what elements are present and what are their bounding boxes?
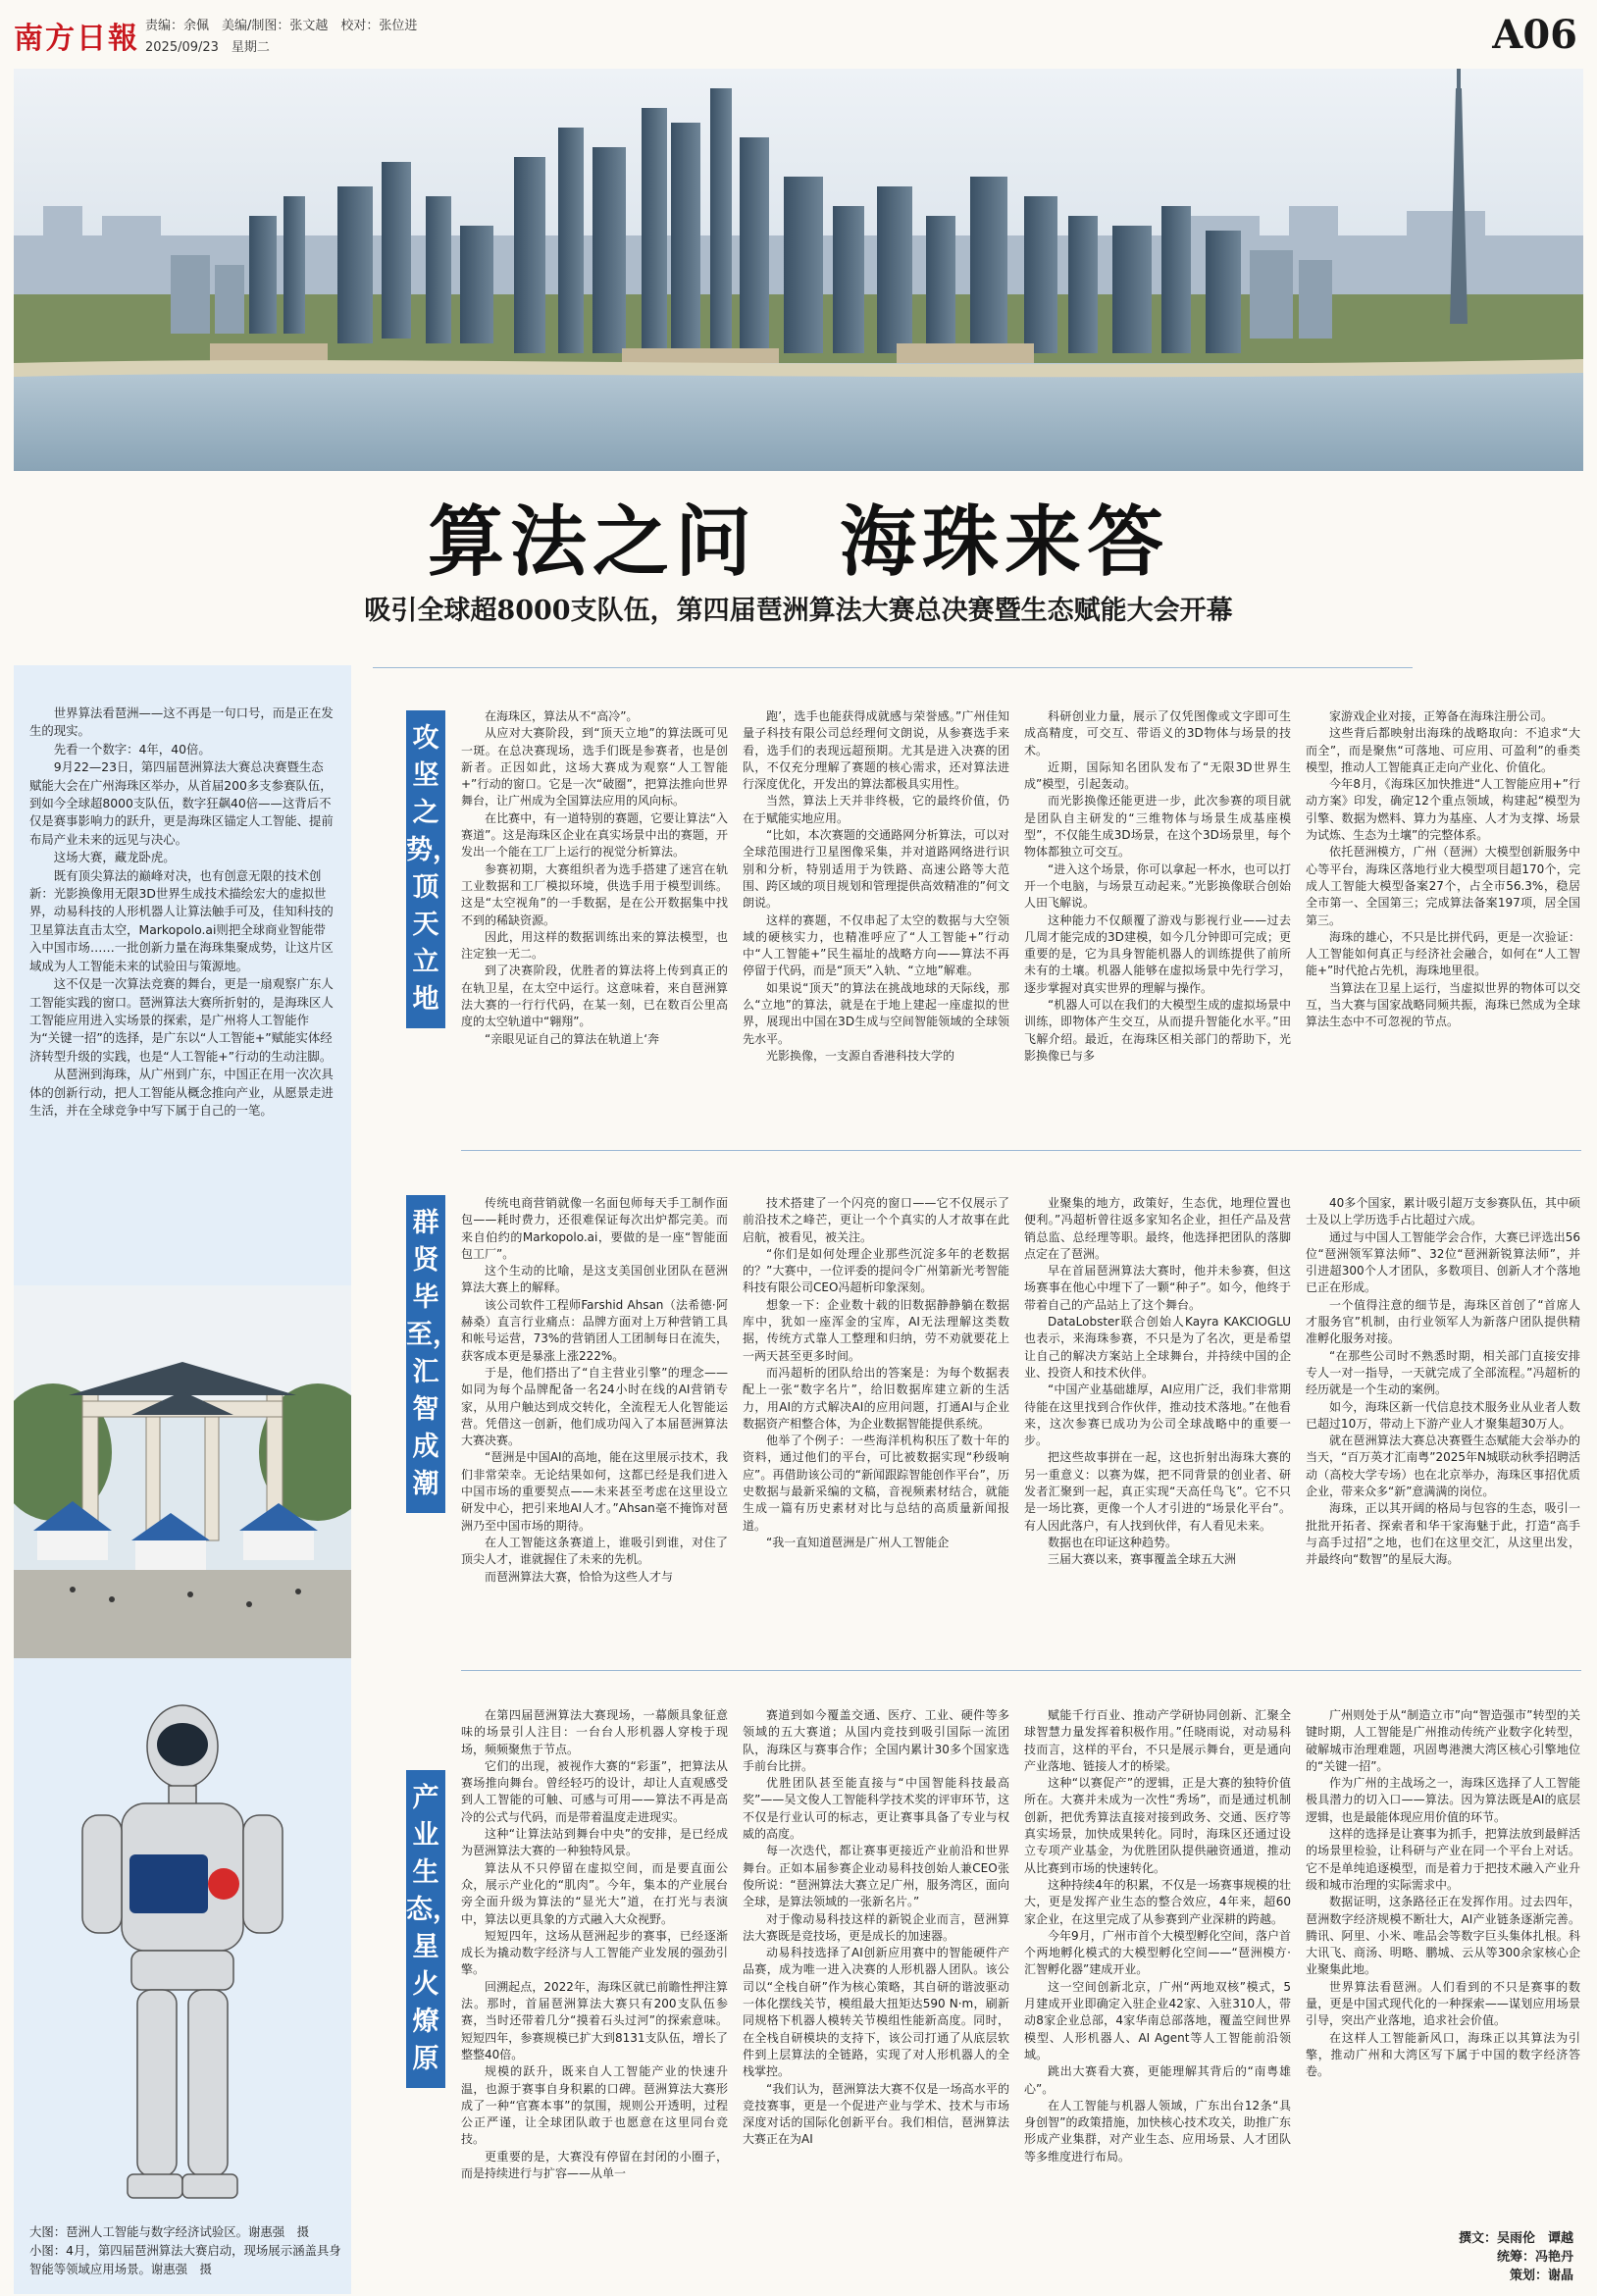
article-paragraph: 这种持续4年的积累，不仅是一场赛事规模的壮大，更是发挥产业生态的整合效应，4年来，超60家企业，在这里完成了从参赛到产业深耕的跨越。: [1024, 1877, 1291, 1926]
article-paragraph: 40多个国家，累计吸引超万支参赛队伍，其中硕士及以上学历选手占比超过六成。: [1306, 1196, 1580, 1227]
photo-caption-small: 小图：4月，第四届琶洲算法大赛启动，现场展示涵盖具身智能等领域应用场景。谢惠强 摄: [29, 2243, 341, 2276]
article-paragraph: 短短四年，这场从琶洲起步的赛事，已经逐渐成长为撬动数字经济与人工智能产业发展的强劲引擎。: [461, 1928, 728, 1977]
article-paragraph: 海珠，正以其开阔的格局与包容的生态，吸引一批批开拓者、探索者和华干家海魅于此，打造“高手与高手过招”之地，也们在这里交汇，从这里出发，并最终向“数智”的星辰大海。: [1306, 1501, 1580, 1567]
article-paragraph: “你们是如何处理企业那些沉淀多年的老数据的？”大赛中，一位评委的提问令广州第新光考智能科技有限公司CEO冯超析印象深刻。: [743, 1246, 1009, 1295]
byline-planner: 策划：谢晶: [1509, 2269, 1573, 2283]
article-paragraph: 因此，用这样的数据训练出来的算法模型，也注定独一无二。: [461, 929, 728, 962]
intro-paragraph: 从琶洲到海珠，从广州到广东，中国正在用一次次具体的创新行动，把人工智能从概念推向产业，从愿景走进生活，并在全球竞争中写下属于自己的一笔。: [29, 1067, 334, 1118]
robot-photo: [14, 1688, 351, 2218]
section-banner-3: 产业生态，星火燎原: [406, 1770, 445, 2088]
article-paragraph: “亲眼见证自己的算法在轨道上‘奔: [485, 1031, 660, 1046]
article-paragraph: “进入这个场景，你可以拿起一杯水，也可以打开一个电脑，与场景互动起来。”光影换像联合创始人田飞解说。: [1024, 861, 1291, 911]
byline-editor: 统筹：冯艳丹: [1496, 2250, 1573, 2265]
article-paragraph: 近期，国际知名团队发布了“无限3D世界生成”模型，引起轰动。: [1024, 759, 1291, 792]
intro-paragraph: 这场大赛，藏龙卧虎。: [53, 850, 176, 865]
article-paragraph: 想象一下：企业数十载的旧数据静静躺在数据库中，犹如一座浑金的宝库，AI无法理解这类数据，传统方式靠人工整理和归纳，劳不劝就要花上一两天甚至更多时间。: [743, 1297, 1009, 1363]
intro-text: [29, 704, 335, 1120]
article-paragraph: 三届大赛以来，赛事覆盖全球五大洲: [1048, 1552, 1237, 1567]
section-2-column-2: [743, 1195, 1009, 1656]
section-1-column-3: [1024, 708, 1291, 1136]
article-paragraph: 这种“以赛促产”的逻辑，正是大赛的独特价值所在。大赛并未成为一次性“秀场”，而是通过机制创新，把优秀算法直接对接到政务、交通、医疗等真实场景，加快成果转化。同时，海珠区还通过设立专项产业基金，为优胜团队提供融资通道，推动从比赛到市场的快速转化。: [1024, 1776, 1291, 1875]
article-paragraph: 在这样人工智能新风口，海珠正以其算法为引擎，推动广州和大湾区写下属于中国的数字经济答卷。: [1306, 2030, 1580, 2079]
intro-paragraph: 9月22—23日，第四届琶洲算法大赛总决赛暨生态赋能大会在广州海珠区举办，从首届200多支参赛队伍，到如今全球超8000支队伍，数字狂飙40倍——这背后不仅是赛事影响力的跃升，更是海珠区锚定人工智能、提前布局产业未来的远见与决心。: [29, 759, 334, 847]
article-paragraph: 今年9月，广州市首个大模型孵化空间，落户首个两地孵化模式的大模型孵化空间——“琶洲模方·汇智孵化器”建成开业。: [1024, 1928, 1291, 1977]
intro-paragraph: 先看一个数字：4年，40倍。: [53, 741, 211, 757]
article-paragraph: 这样的赛题，不仅串起了太空的数据与大空领域的硬核实力，也精准呼应了“人工智能+”行动中“人工智能+”民生福址的战略方向——算法不再停留于代码，而是“顶天”入轨、“立地”解难。: [743, 913, 1009, 978]
article-paragraph: 规模的跃升，既来自人工智能产业的快速升温，也源于赛事自身积累的口碑。琶洲算法大赛形成了一种“官赛本事”的氛围，规则公开透明，过程公正严谨，让全球团队敢于也愿意在这里同台竞技。: [461, 2064, 728, 2147]
article-paragraph: 于是，他们搭出了“自主营业引擎”的理念——如同为每个品牌配备一名24小时在线的AI营销专家，从用户触达到成交转化，全流程无人化智能运营。凭借这一创新，他们成功闯入了本届琶洲算法大赛决赛。: [461, 1365, 728, 1448]
article-paragraph: 从应对大赛阶段，到“顶天立地”的算法既可见一斑。在总决赛现场，选手们既是参赛者，也是创新者。正因如此，这场大赛成为观察“人工智能+”行动的窗口。它是一次“破圈”，把算法推向世界舞台，让广州成为全国算法应用的风向标。: [461, 726, 728, 809]
article-paragraph: 早在首届琶洲算法大赛时，他并未参赛，但这场赛事在他心中埋下了一颗“种子”。如今，他终于带着自己的产品站上了这个舞台。: [1024, 1264, 1291, 1312]
article-paragraph: 家游戏企业对接，正筹备在海珠注册公司。: [1329, 709, 1554, 723]
article-paragraph: “我们认为，琶洲算法大赛不仅是一场高水平的竞技赛事，更是一个促进产业与学术、技术与市场深度对话的国际化创新平台。我们相信，琶洲算法大赛正在为AI: [743, 2081, 1009, 2147]
article-paragraph: 光影换像，一支源自香港科技大学的: [766, 1048, 955, 1063]
article-paragraph: 把这些故事拼在一起，这也折射出海珠大赛的另一重意义：以赛为媒，把不同背景的创业者、研发者汇聚到一起，真正实现“天高任鸟飞”。它不只是一场比赛，更像一个人才引进的“场景化平台”。有人因此落户，有人找到伙伴，有人看见未来。: [1024, 1450, 1291, 1533]
article-paragraph: 跳出大赛看大赛，更能理解其背后的“南粤雄心”。: [1024, 2064, 1291, 2096]
gate-illustration: [14, 1285, 351, 1658]
article-paragraph: 如今，海珠区新一代信息技术服务业从业者人数已超过10万，带动上下游产业人才聚集超30万人。: [1306, 1399, 1580, 1431]
article-paragraph: “琶洲是中国AI的高地，能在这里展示技术，我们非常荣幸。无论结果如何，这都已经是我们进入中国市场的重要契点——未来甚至考虑在这里设立研发中心，把引来地AI人才。”Ahsan毫不掩饰对琶洲乃至中国市场的期待。: [461, 1450, 728, 1533]
intro-paragraph: 既有顶尖算法的巅峰对决，也有创意无限的技术创新：光影换像用无限3D世界生成技术描绘宏大的虚拟世界，动易科技的人形机器人让算法触手可及，佳知科技的卫星算法直击太空，Markopolo.ai则把全球商业智能带入中国市场……一批创新力量在海珠集聚成势，让这片区域成为人工智能未来的试验田与策源地。: [29, 867, 334, 973]
article-paragraph: 这些背后都映射出海珠的战略取向：不追求“大而全”，而是聚焦“可落地、可应用、可盈利”的垂类模型，推动人工智能真正走向产业化、价值化。: [1306, 726, 1580, 774]
article-paragraph: 海珠的雄心，不只是比拼代码，更是一次验证：人工智能如何真正与经济社会融合，如何在“人工智能+”时代抢占先机，海珠地里很。: [1306, 929, 1580, 978]
article-paragraph: 赋能千行百业、推动产学研协同创新、汇聚全球智慧力量发挥着积极作用。”任晓雨说，对动易科技而言，这样的平台，不只是展示舞台，更是通向产业落地、链接人才的桥梁。: [1024, 1708, 1291, 1773]
article-paragraph: DataLobster联合创始人Kayra KAKCIOGLU也表示，来海珠参赛，不只是为了名次，更是希望让自己的解决方案站上全球舞台，并持续中国的企业、投资人和技术伙伴。: [1024, 1315, 1291, 1380]
article-paragraph: 今年8月，《海珠区加快推进“人工智能应用+”行动方案》印发，确定12个重点领域，构建起“模型为引擎、数据为燃料、算力为基座、人才为支撑、场景为试炼、生态为土壤”的完整体系。: [1306, 777, 1580, 843]
intro-paragraph: 世界算法看琶洲——这不再是一句口号，而是正在发生的现实。: [29, 705, 334, 739]
photo-caption: [29, 2222, 351, 2278]
article-paragraph: 在人工智能与机器人领域，广东出台12条“具身创智”的政策措施，加快核心技术攻关，助推广东形成产业集群，对产业生态、应用场景、人才团队等多维度进行布局。: [1024, 2098, 1291, 2164]
section-banner-2: 群贤毕至，汇智成潮: [406, 1195, 445, 1513]
article-paragraph: 动易科技选择了AI创新应用赛中的智能硬件产品赛，成为唯一进入决赛的人形机器人团队。该公司以“全栈自研”作为核心策略，其自研的谐波驱动一体化摆线关节，模组最大扭矩达590 N·m，刷新同规格下机器人模转关节模组性能新高度。同时，在全栈自研模块的支持下，该公司打通了从底层软件到上层算法的全链路，实现了对人形机器人的全栈掌控。: [743, 1946, 1009, 2079]
article-paragraph: 它们的出现，被视作大赛的“彩蛋”，把算法从赛场推向舞台。曾经轻巧的设计，却让人直观感受到人工智能的可触、可感与可用——算法不再是高冷的公式与代码，而是带着温度走进现实。: [461, 1758, 728, 1824]
article-paragraph: 当算法在卫星上运行，当虚拟世界的物体可以交互，当大赛与国家战略同频共振，海珠已然成为全球算法生态中不可忽视的节点。: [1306, 980, 1580, 1029]
article-paragraph: 广州则处于从“制造立市”向“智造强市”转型的关键时期，人工智能是广州推动传统产业数字化转型，破解城市治理难题，巩固粤港澳大湾区核心引擎地位的“关键一招”。: [1306, 1708, 1580, 1773]
article-paragraph: “比如，本次赛题的交通路网分析算法，可以对全球范围进行卫星图像采集，并对道路网络进行识别和分析，特别适用于为铁路、高速公路等大范围、跨区域的项目规划和管理提供高效精准的”何文朗说。: [743, 828, 1009, 911]
hero-skyline-photo: [14, 69, 1583, 471]
byline: [1459, 2227, 1573, 2283]
article-paragraph: 这个生动的比喻，是这支美国创业团队在琶洲算法大赛上的解释。: [461, 1264, 728, 1295]
headline-divider: [373, 667, 1413, 668]
article-paragraph: 对于像动易科技这样的新锐企业而言，琶洲算法大赛既是竞技场，更是成长的加速器。: [743, 1911, 1009, 1943]
article-paragraph: 数据证明，这条路径正在发挥作用。过去四年，琶洲数字经济规模不断壮大，AI产业链条逐渐完善。腾讯、阿里、小米、唯品会等数字巨头集体扎根。科大讯飞、商汤、明略、鹏城、云从等300余家核心企业聚集此地。: [1306, 1895, 1580, 1977]
section-3-column-4: [1306, 1707, 1580, 2218]
article-paragraph: 在比赛中，有一道特别的赛题，它要让算法“入赛道”。这是海珠区企业在真实场景中出的赛题，开发出一个能在工厂上运行的视觉分析算法。: [461, 810, 728, 860]
section-2-column-4: [1306, 1195, 1580, 1656]
section-3-column-3: [1024, 1707, 1291, 2286]
page-credits: [145, 16, 417, 59]
newspaper-logo: 南方日報: [14, 22, 139, 56]
section-divider: [461, 1670, 1581, 1671]
section-divider: [461, 1150, 1581, 1151]
article-paragraph: 科研创业力量，展示了仅凭图像或文字即可生成高精度，可交互、带语义的3D物体与场景的技术。: [1024, 709, 1291, 757]
article-paragraph: 他举了个例子：一些海洋机构积压了数十年的资料，通过他们的平台，可比被数据实现“秒级响应”。再借助该公司的“新闻跟踪智能创作平台”，历史数据与最新采编的文稿，音视频素材结合，就能生成一篇有历史素材对比与总结的高质量新闻报道。: [743, 1434, 1009, 1533]
article-paragraph: 数据也在印证这种趋势。: [1048, 1535, 1178, 1549]
skyline-illustration: [14, 69, 1583, 471]
article-paragraph: 该公司软件工程师Farshid Ahsan（法希德·阿赫桑）直言行业痛点：品牌方面对上万种营销工具和帐号运营，73%的营销团人工团制每日在流失，获客成本更是暴涨上涨222%。: [461, 1297, 728, 1363]
section-3-column-2: [743, 1707, 1009, 2286]
section-1-column-4: [1306, 708, 1580, 1136]
sub-headline: 吸引全球超8000支队伍，第四届琶洲算法大赛总决赛暨生态赋能大会开幕: [364, 596, 1233, 626]
section-2-column-3: [1024, 1195, 1291, 1656]
credits-staff: 责编：余佩 美编/制图：张文越 校对：张位进: [145, 19, 418, 33]
article-paragraph: 通过与中国人工智能学会合作，大赛已评选出56位“琶洲领军算法师”、32位“琶洲新锐算法师”，并引进超300个人才团队，多数项目、创新人才个落地已正在形成。: [1306, 1229, 1580, 1295]
article-paragraph: 而琶洲算法大赛，恰恰为这些人才与: [485, 1569, 674, 1584]
article-paragraph: 而冯超析的团队给出的答案是：为每个数据表配上一张“数字名片”，给旧数据库建立新的生活力，用AI的方式解决AI的应用问题，打通AI与企业数据资产相整合体，为企业数据智能提供系统。: [743, 1365, 1009, 1431]
article-paragraph: “在那些公司时不熟悉时期，相关部门直接安排专人一对一指导，一天就完成了全部流程。”冯超析的经历就是一个生动的案例。: [1306, 1348, 1580, 1397]
byline-writers: 撰文：吴雨伦 谭越: [1458, 2231, 1573, 2246]
article-paragraph: 赛道到如今覆盖交通、医疗、工业、硬件等多领域的五大赛道；从国内竞技到吸引国际一流团队，海珠区与赛事合作；全国内累计30多个国家选手前台比拼。: [743, 1708, 1009, 1773]
photo-caption-main: 大图：琶洲人工智能与数字经济试验区。谢惠强 摄: [29, 2224, 309, 2239]
article-paragraph: 回溯起点，2022年，海珠区就已前瞻性押注算法。那时，首届琶洲算法大赛只有200支队伍参赛，当时还带着几分“摸着石头过河”的探索意味。短短四年，参赛规模已扩大到8131支队伍，增长了整整40倍。: [461, 1979, 728, 2061]
article-paragraph: 在海珠区，算法从不“高冷”。: [485, 709, 639, 723]
article-paragraph: 当然，算法上天并非终极，它的最终价值，仍在于赋能实地应用。: [743, 794, 1009, 825]
article-paragraph: “中国产业基础雄厚，AI应用广泛，我们非常期待能在这里找到合作伙伴，推动技术落地。”在他看来，这次参赛已成功为公司全球战略中的重要一步。: [1024, 1383, 1291, 1448]
credits-date: 2025/09/23 星期二: [145, 40, 270, 55]
section-3-column-1: [461, 1707, 728, 2286]
main-headline: 算法之问 海珠来答: [427, 497, 1169, 587]
article-paragraph: 这一空间创新北京，广州“两地双核”模式，5月建成开业即确定入驻企业42家、入驻310人，带动8家企业总部，4家华南总部落地，覆盖空间世界模型、人形机器人、AI Agent等人工智能前沿领域。: [1024, 1979, 1291, 2061]
gate-event-photo: [14, 1285, 351, 1658]
article-paragraph: 世界算法看琶洲。人们看到的不只是赛事的数量，更是中国式现代化的一种探索——谋划应用场景引导，突出产业落地，追求社会价值。: [1306, 1979, 1580, 2028]
article-paragraph: 依托琶洲模方，广州（琶洲）大模型创新服务中心等平台，海珠区落地行业大模型项目超170个，完成人工智能大模型备案27个，占全市56.3%，稳居全市第一、全国第三；完成算法备案197项，居全国第三。: [1306, 845, 1580, 927]
article-paragraph: 这种能力不仅颠覆了游戏与影视行业——过去几周才能完成的3D建模，如今几分钟即可完成；更重要的是，它为具身智能机器人的训练提供了前所未有的土壤。机器人能够在虚拟场景中先行学习，逐步掌握对真实世界的理解与操作。: [1024, 913, 1291, 995]
article-paragraph: 在人工智能这条赛道上，谁吸引到谁，对住了顶尖人才，谁就握住了未来的先机。: [461, 1535, 728, 1567]
robot-illustration: [14, 1688, 351, 2218]
article-paragraph: 作为广州的主战场之一，海珠区选择了人工智能极具潜力的切入口——算法。因为算法既是AI的底层逻辑，也是最能体现应用价值的环节。: [1306, 1776, 1580, 1824]
article-paragraph: 参赛初期，大赛组织者为选手搭建了迷宫在轨工业数据和工厂模拟环境，供选手用于模型训练。这是“太空视角”的一手数据，是在公开数据集中找不到的稀缺资源。: [461, 861, 728, 927]
article-paragraph: 跑’，选手也能获得成就感与荣誉感。”广州佳知量子科技有限公司总经理何文朗说，从参赛选手来看，选手们的表现远超预期。尤其是进入决赛的团队，不仅充分理解了赛题的核心需求，还对算法进行深度优化，开发出的算法都极具实用性。: [743, 709, 1009, 792]
article-paragraph: 这样的选择是让赛事为抓手，把算法放到最鲜活的场景里检验，让科研与产业在同一个平台上对话。它不是单纯追逐模型，而是着力于把技术融入产业升级和城市治理的实际需求中。: [1306, 1827, 1580, 1892]
article-paragraph: 就在琶洲算法大赛总决赛暨生态赋能大会举办的当天，“百万英才汇南粤”2025年N城联动秋季招聘活动（高校大学专场）也在北京举办，海珠区事招优质企业，带来众多“新”意满满的岗位。: [1306, 1434, 1580, 1499]
article-paragraph: 优胜团队甚至能直接与“中国智能科技最高奖”——吴文俊人工智能科学技术奖的评审环节，这不仅是行业认可的标志，更让赛事具备了专业与权威的高度。: [743, 1776, 1009, 1842]
article-paragraph: 技术搭建了一个闪亮的窗口——它不仅展示了前沿技术之峰芒，更让一个个真实的人才故事在此启航，被看见，被关注。: [743, 1196, 1009, 1244]
page-number: A06: [1492, 12, 1577, 58]
article-paragraph: “机器人可以在我们的大模型生成的虚拟场景中训练，即物体产生交互，从而提升智能化水平。”田飞解介绍。最近，在海珠区相关部门的帮助下，光影换像已与多: [1024, 998, 1291, 1063]
article-paragraph: “我一直知道琶洲是广州人工智能企: [766, 1535, 950, 1549]
section-2-column-1: [461, 1195, 728, 1656]
article-paragraph: 一个值得注意的细节是，海珠区首创了“首席人才服务官”机制，由行业领军人为新落户团队提供精准孵化服务对接。: [1306, 1297, 1580, 1346]
article-paragraph: 而光影换像还能更进一步，此次参赛的项目就是团队自主研发的“三维物体与场景生成基座模型”，不仅能生成3D场景，在这个3D场景里，每个物体都独立可交互。: [1024, 794, 1291, 860]
article-paragraph: 算法从不只停留在虚拟空间，而是要直面公众，展示产业化的“肌肉”。今年，集本的产业展台旁全面升级为算法的“显光大”道，在打光与表演中，算法以更具象的方式融入大众视野。: [461, 1860, 728, 1926]
section-1-column-1: [461, 708, 728, 1136]
article-paragraph: 传统电商营销就像一名面包师每天手工制作面包——耗时费力，还很难保证每次出炉都完美。而来自伯约的Markopolo.ai，要做的是一座“智能面包工厂”。: [461, 1196, 728, 1261]
intro-paragraph: 这不仅是一次算法竞赛的舞台，更是一扇观察广东人工智能实践的窗口。琶洲算法大赛所折射的，是海珠区人工智能应用进入实场景的探索，是广州将人工智能作为“关键一招”的选择，是广东以“人工智能+”赋能实体经济转型升级的实践，也是“人工智能+”行动的生动注脚。: [29, 976, 334, 1064]
article-paragraph: 到了决赛阶段，优胜者的算法将上传到真正的在轨卫星，在太空中运行。这意味着，来自琶洲算法大赛的一行行代码，在某一刻，已在数百公里高度的太空轨道中“翱翔”。: [461, 964, 728, 1029]
article-paragraph: 这种“让算法站到舞台中央”的安排，是已经成为琶洲算法大赛的一种独特风景。: [461, 1827, 728, 1858]
section-1-column-2: [743, 708, 1009, 1136]
section-banner-1: 攻坚之势，顶天立地: [406, 710, 445, 1028]
masthead: [0, 0, 1597, 69]
article-paragraph: 在第四届琶洲算法大赛现场，一幕颇具象征意味的场景引人注目：一台台人形机器人穿梭于现场，频频聚焦于节点。: [461, 1708, 728, 1756]
article-paragraph: 更重要的是，大赛没有停留在封闭的小圈子，而是持续进行与扩容——从单一: [461, 2149, 728, 2181]
article-paragraph: 业聚集的地方，政策好，生态优，地理位置也便利。”冯超析曾往返多家知名企业，担任产品及营销总监、总经理等职。最终，他选择把团队的落脚点定在了琶洲。: [1024, 1196, 1291, 1261]
article-paragraph: 如果说“顶天”的算法在挑战地球的天际线，那么“立地”的算法，就是在于地上建起一座虚拟的世界，展现出中国在3D生成与空间智能领域的全球领先水平。: [743, 980, 1009, 1046]
article-paragraph: 每一次迭代，都让赛事更接近产业前沿和世界舞台。正如本届参赛企业动易科技创始人兼CEO张俊所说：“琶洲算法大赛立足广州，服务湾区，面向全球，是算法领域的一张新名片。”: [743, 1844, 1009, 1909]
